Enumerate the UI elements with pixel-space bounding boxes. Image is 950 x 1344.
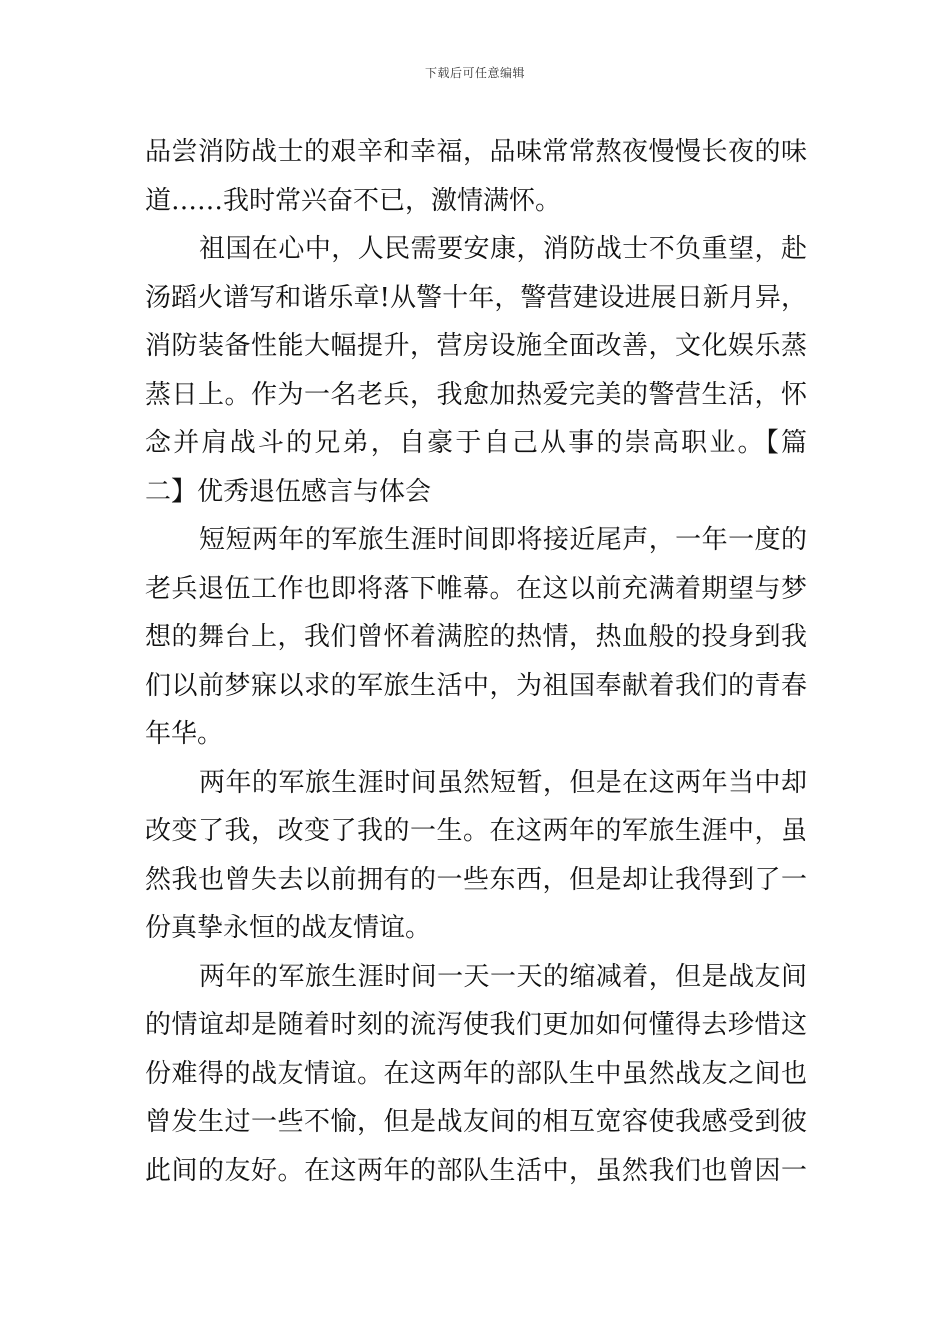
text-line: 两年的军旅生涯时间虽然短暂，但是在这两年当中却 <box>199 767 807 798</box>
text-line: 年华。 <box>145 719 224 749</box>
text-line: 此间的友好。在这两年的部队生活中，虽然我们也曾因一 <box>145 1155 807 1186</box>
text-line: 品尝消防战士的艰辛和幸福，品味常常熬夜慢慢长夜的味 <box>145 137 807 167</box>
text-line: 想的舞台上，我们曾怀着满腔的热情，热血般的投身到我 <box>145 622 807 652</box>
text-line: 的情谊却是随着时刻的流泻使我们更加如何懂得去珍惜这 <box>145 1010 807 1040</box>
text-line: 消防装备性能大幅提升，营房设施全面改善，文化娱乐蒸 <box>145 331 807 361</box>
page-header: 下载后可任意编辑 <box>424 66 525 80</box>
text-line: 两年的军旅生涯时间一天一天的缩减着，但是战友间 <box>199 961 807 992</box>
text-line: 念并肩战斗的兄弟，自豪于自己从事的崇高职业。【篇 <box>145 428 807 458</box>
text-line: 们以前梦寐以求的军旅生活中，为祖国奉献着我们的青春 <box>145 670 807 701</box>
text-line: 蒸日上。作为一名老兵，我愈加热爱完美的警营生活，怀 <box>145 379 807 410</box>
text-line: 短短两年的军旅生涯时间即将接近尾声，一年一度的 <box>199 525 807 555</box>
text-line: 份难得的战友情谊。在这两年的部队生中虽然战友之间也 <box>145 1058 807 1089</box>
text-line: 汤蹈火谱写和谐乐章!从警十年，警营建设进展日新月异， <box>145 282 807 313</box>
text-line: 然我也曾失去以前拥有的一些东西，但是却让我得到了一 <box>145 864 807 895</box>
text-line: 祖国在心中，人民需要安康，消防战士不负重望，赴 <box>199 234 807 264</box>
text-line: 改变了我，改变了我的一生。在这两年的军旅生涯中，虽 <box>145 816 807 846</box>
text-line: 曾发生过一些不愉，但是战友间的相互宽容使我感受到彼 <box>145 1107 807 1137</box>
text-line: 道……我时常兴奋不已，激情满怀。 <box>145 185 562 216</box>
document-body <box>145 128 807 1195</box>
text-line: 老兵退伍工作也即将落下帷幕。在这以前充满着期望与梦 <box>145 573 807 604</box>
text-line: 二】优秀退伍感言与体会 <box>145 476 432 507</box>
text-line: 份真挚永恒的战友情谊。 <box>145 913 432 943</box>
